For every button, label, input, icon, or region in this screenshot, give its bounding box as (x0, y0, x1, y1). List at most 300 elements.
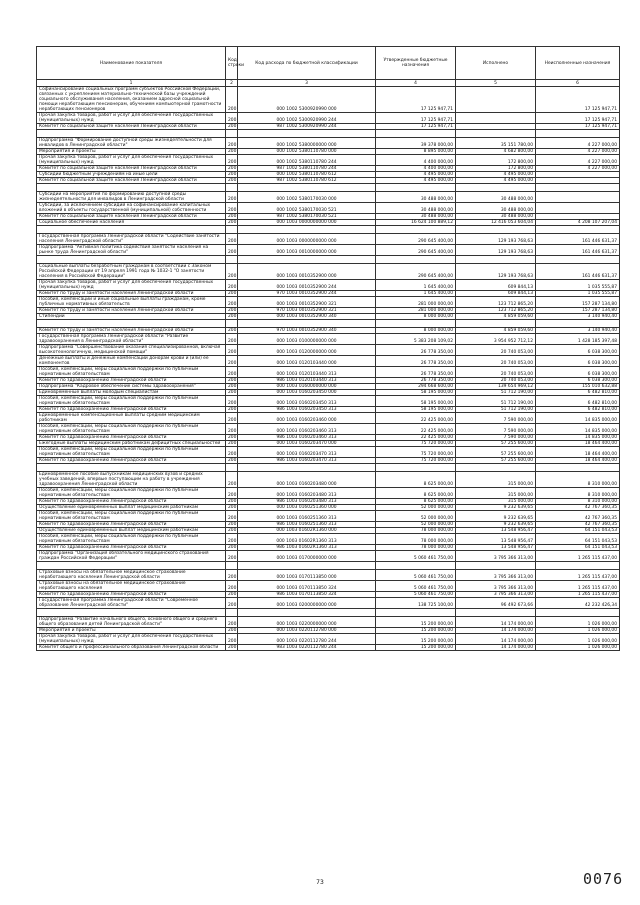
row-code: 200 (226, 214, 238, 220)
row-unexecuted: 6 038 300,00 (536, 345, 620, 356)
row-executed: 129 193 768,63 (456, 234, 536, 245)
row-approved: 17 125 947,71 (376, 124, 456, 130)
row-name: Пособия, компенсации, меры социальной поддержки по публичным нормативным обязательствам (37, 447, 226, 458)
row-approved: 8 625 000,00 (376, 472, 456, 488)
table-row (37, 214, 620, 220)
row-executed: 129 193 768,63 (456, 245, 536, 256)
row-kbk: 000 1003 0170113850 324 (238, 581, 376, 592)
header-code: Код строки (226, 47, 238, 80)
row-unexecuted: 4 227 000,00 (536, 155, 620, 166)
row-kbk: 986 1003 0120103440 313 (238, 378, 376, 384)
row-executed: 129 193 768,63 (456, 264, 536, 280)
row-approved (376, 226, 456, 234)
row-approved: 1 645 400,00 (376, 291, 456, 297)
row-kbk: 000 1003 0120000000 000 (238, 345, 376, 356)
row-kbk: 000 1003 0160251360 313 (238, 511, 376, 522)
row-kbk: 986 1003 0160203480 313 (238, 499, 376, 505)
row-unexecuted: 8 310 000,00 (536, 488, 620, 499)
row-approved (376, 130, 456, 138)
row-code: 200 (226, 645, 238, 651)
row-unexecuted (536, 320, 620, 328)
table-row (37, 367, 620, 378)
row-executed: 315 000,00 (456, 488, 536, 499)
row-name: Комитет по социальной защите населения Ленинградской области (37, 166, 226, 172)
row-name: Подпрограмма "Кадровое обеспечение системы здравоохранения" (37, 384, 226, 390)
row-unexecuted: 6 482 810,00 (536, 407, 620, 413)
row-kbk (238, 609, 376, 617)
row-unexecuted: 1 265 115 437,00 (536, 570, 620, 581)
row-code: 200 (226, 124, 238, 130)
row-approved: 8 000 000,00 (376, 328, 456, 334)
row-unexecuted: 1 026 000,00 (536, 645, 620, 651)
table-row (37, 378, 620, 384)
row-approved (376, 609, 456, 617)
row-kbk: 000 1003 0160251360 000 (238, 505, 376, 511)
row-executed: 9 232 639,65 (456, 511, 536, 522)
row-name: Комитет по здравоохранению Ленинградской области (37, 499, 226, 505)
row-code: 200 (226, 581, 238, 592)
row-code: 200 (226, 172, 238, 178)
row-name: Государственная программа Ленинградской области "Развитие здравоохранения в Ленинградской области" (37, 334, 226, 345)
row-code: 200 (226, 488, 238, 499)
table-row (37, 384, 620, 390)
row-name: Субсидии бюджетным учреждениям на иные цели (37, 172, 226, 178)
row-code: 200 (226, 113, 238, 124)
row-executed: 96 492 673,66 (456, 598, 536, 609)
row-approved: 30 488 000,00 (376, 203, 456, 214)
row-code (226, 464, 238, 472)
row-name: Подпрограмма "Совершенствование оказания специализированной, включая высокотехнологичную, медицинской помощи" (37, 345, 226, 356)
row-kbk: 000 1003 0200000000 000 (238, 598, 376, 609)
row-name: Подпрограмма "Формирование доступной среды жизнедеятельности для инвалидов в Ленинградской области" (37, 138, 226, 149)
row-code: 200 (226, 328, 238, 334)
row-executed (456, 87, 536, 113)
row-kbk: 000 1002 5380110780 244 (238, 155, 376, 166)
row-unexecuted: 18 464 400,00 (536, 441, 620, 447)
row-code: 200 (226, 458, 238, 464)
row-kbk: 000 1003 0010352900 321 (238, 297, 376, 308)
row-name: Единовременные компенсационные выплаты средним медицинским работникам (37, 413, 226, 424)
row-name: Прочая закупка товаров, работ и услуг для обеспечения государственных (муниципальных) нужд (37, 634, 226, 645)
row-approved: 138 725 100,00 (376, 598, 456, 609)
row-name: Пособия, компенсации, меры социальной поддержки по публичным нормативным обязательствам (37, 534, 226, 545)
row-executed: 30 488 000,00 (456, 214, 536, 220)
row-code: 200 (226, 297, 238, 308)
row-code: 200 (226, 356, 238, 367)
row-kbk: 000 1003 0010352900 000 (238, 264, 376, 280)
row-executed (456, 609, 536, 617)
row-code: 200 (226, 407, 238, 413)
table-row (37, 113, 620, 124)
column-number: 2 (226, 80, 238, 87)
row-executed: 3 795 366 313,00 (456, 581, 536, 592)
row-name: Осуществление единовременных выплат медицинским работникам (37, 528, 226, 534)
table-row (37, 184, 620, 192)
row-approved: 290 645 400,00 (376, 245, 456, 256)
row-name: Прочая закупка товаров, работ и услуг для обеспечения государственных (муниципальных) нужд (37, 280, 226, 291)
row-approved: 5 060 461 750,00 (376, 592, 456, 598)
row-unexecuted: 1 026 000,00 (536, 617, 620, 628)
row-approved: 290 645 400,00 (376, 264, 456, 280)
row-approved (376, 256, 456, 264)
table-row (37, 256, 620, 264)
row-executed: 3 795 366 313,00 (456, 570, 536, 581)
row-kbk: 000 1002 5380110780 612 (238, 172, 376, 178)
row-name: Комитет по социальной защите населения Ленинградской области (37, 178, 226, 184)
row-name: Комитет по здравоохранению Ленинградской области (37, 458, 226, 464)
row-unexecuted: 6 482 810,00 (536, 390, 620, 396)
row-code (226, 562, 238, 570)
row-executed: 7 590 000,00 (456, 435, 536, 441)
row-approved: 26 778 350,00 (376, 378, 456, 384)
row-unexecuted (536, 609, 620, 617)
row-code: 200 (226, 505, 238, 511)
row-name: Софинансирование социальных программ субъектов Российской Федерации, связанных с укреплением материально-технической базы учреждений социального обслуживания населения, оказанием адресной социальной помощи неработающим пенсионерам, обучением компьютерной грамотности неработающих пенсионеров (37, 87, 226, 113)
row-code (226, 256, 238, 264)
row-executed: 7 590 000,00 (456, 424, 536, 435)
row-kbk: 000 1003 0220000000 000 (238, 617, 376, 628)
table-row (37, 280, 620, 291)
row-unexecuted: 6 038 300,00 (536, 378, 620, 384)
row-executed: 123 712 865,20 (456, 308, 536, 314)
row-executed: 30 488 000,00 (456, 192, 536, 203)
table-row (37, 522, 620, 528)
row-unexecuted: 3 140 940,40 (536, 328, 620, 334)
row-approved: 15 200 000,00 (376, 628, 456, 634)
column-number: 6 (536, 80, 620, 87)
row-kbk: 000 1003 0220112780 244 (238, 634, 376, 645)
table-row (37, 172, 620, 178)
row-kbk: 987 1002 5380170030 521 (238, 214, 376, 220)
header-name: Наименование показателя (37, 47, 226, 80)
row-name: Государственная программа Ленинградской области "Содействие занятости населения Ленинградской области" (37, 234, 226, 245)
table-row (37, 234, 620, 245)
row-unexecuted: 42 232 426,34 (536, 598, 620, 609)
row-unexecuted (536, 226, 620, 234)
table-row (37, 645, 620, 651)
row-approved: 22 425 000,00 (376, 435, 456, 441)
row-name: Субсидии на мероприятия по формированию доступной среды жизнедеятельности для инвалидов в Ленинградской области (37, 192, 226, 203)
row-approved: 75 720 000,00 (376, 447, 456, 458)
row-kbk: 000 1003 0010000000 000 (238, 245, 376, 256)
row-unexecuted: 14 835 000,00 (536, 435, 620, 441)
table-row (37, 308, 620, 314)
row-name (37, 562, 226, 570)
row-unexecuted: 17 125 947,71 (536, 87, 620, 113)
row-unexecuted: 6 482 810,00 (536, 396, 620, 407)
column-number: 4 (376, 80, 456, 87)
row-kbk: 000 1003 0160203450 000 (238, 390, 376, 396)
table-row (37, 178, 620, 184)
row-name (37, 464, 226, 472)
row-unexecuted: 8 310 000,00 (536, 472, 620, 488)
row-executed: 3 795 366 313,00 (456, 592, 536, 598)
row-executed: 51 712 190,00 (456, 390, 536, 396)
table-row (37, 617, 620, 628)
row-code: 200 (226, 308, 238, 314)
row-approved: 17 125 947,71 (376, 87, 456, 113)
table-row (37, 458, 620, 464)
row-name: Осуществление единовременных выплат медицинским работникам (37, 505, 226, 511)
table-body (37, 87, 620, 651)
row-code: 200 (226, 424, 238, 435)
row-unexecuted: 1 035 555,87 (536, 280, 620, 291)
row-kbk: 000 1003 0160000000 000 (238, 384, 376, 390)
table-row (37, 424, 620, 435)
table-row (37, 220, 620, 226)
row-executed: 609 844,13 (456, 280, 536, 291)
row-approved: 52 000 000,00 (376, 511, 456, 522)
row-kbk: 000 1002 5300920990 244 (238, 113, 376, 124)
row-code: 200 (226, 345, 238, 356)
row-approved: 30 488 000,00 (376, 192, 456, 203)
row-name (37, 256, 226, 264)
row-name: Комитет по труду и занятости населения Ленинградской области (37, 291, 226, 297)
row-code: 200 (226, 138, 238, 149)
row-kbk (238, 320, 376, 328)
row-code: 200 (226, 280, 238, 291)
row-unexecuted: 8 310 000,00 (536, 499, 620, 505)
column-number: 1 (37, 80, 226, 87)
row-code: 200 (226, 528, 238, 534)
row-name (37, 320, 226, 328)
row-name: Пособия, компенсации и иные социальные выплаты гражданам, кроме публичных нормативных обязательств (37, 297, 226, 308)
row-executed: 13 548 956,47 (456, 534, 536, 545)
row-name (37, 184, 226, 192)
row-code (226, 226, 238, 234)
row-executed: 9 232 639,65 (456, 522, 536, 528)
row-kbk: 000 1003 0160203470 000 (238, 441, 376, 447)
page-number: 73 (316, 879, 324, 886)
row-kbk: 000 1002 5300920990 000 (238, 87, 376, 113)
row-code: 200 (226, 291, 238, 297)
row-unexecuted: 42 767 360,35 (536, 522, 620, 528)
table-row (37, 203, 620, 214)
row-executed: 14 174 000,00 (456, 628, 536, 634)
row-approved: 5 060 461 750,00 (376, 570, 456, 581)
row-name (37, 609, 226, 617)
row-code (226, 320, 238, 328)
row-kbk: 000 1003 0010352900 244 (238, 280, 376, 291)
row-unexecuted: 1 026 000,00 (536, 628, 620, 634)
table-row (37, 407, 620, 413)
row-approved: 52 000 000,00 (376, 522, 456, 528)
row-executed: 7 590 000,00 (456, 413, 536, 424)
row-unexecuted (536, 203, 620, 214)
row-code: 200 (226, 545, 238, 551)
row-name: Подпрограмма "Организация обязательного медицинского страхования граждан Российской Федерации" (37, 551, 226, 562)
row-kbk: 986 1003 0160203460 313 (238, 435, 376, 441)
row-kbk: 987 1002 5380110780 612 (238, 178, 376, 184)
row-name: Государственная программа Ленинградской области "Современное образование Ленинградской области" (37, 598, 226, 609)
row-approved: 8 895 000,00 (376, 149, 456, 155)
table-row (37, 551, 620, 562)
table-row (37, 356, 620, 367)
row-approved: 78 000 000,00 (376, 534, 456, 545)
row-executed: 12 416 053 604,04 (456, 220, 536, 226)
row-kbk: 987 1002 5380110780 244 (238, 166, 376, 172)
row-executed: 20 740 053,00 (456, 378, 536, 384)
table-row (37, 291, 620, 297)
table-row (37, 396, 620, 407)
table-row (37, 264, 620, 280)
row-unexecuted: 1 428 185 397,48 (536, 334, 620, 345)
row-kbk: 000 1003 0160203470 313 (238, 447, 376, 458)
row-kbk: 000 1003 0120103440 000 (238, 356, 376, 367)
row-executed: 35 151 780,00 (456, 138, 536, 149)
table-row (37, 328, 620, 334)
row-approved: 8 000 000,00 (376, 314, 456, 320)
row-executed: 4 495 000,00 (456, 178, 536, 184)
row-name: Страховые взносы на обязательное медицинское страхование неработающего населения (37, 581, 226, 592)
row-unexecuted (536, 256, 620, 264)
row-executed: 4 859 059,60 (456, 328, 536, 334)
table-row (37, 609, 620, 617)
row-unexecuted: 1 265 115 437,00 (536, 592, 620, 598)
row-unexecuted: 64 151 043,53 (536, 528, 620, 534)
row-approved: 4 495 000,00 (376, 178, 456, 184)
row-kbk: 000 1003 0160203450 313 (238, 396, 376, 407)
row-approved: 26 778 350,00 (376, 345, 456, 356)
row-name: Мероприятия и проекты (37, 149, 226, 155)
row-name: Комитет по здравоохранению Ленинградской области (37, 592, 226, 598)
row-code: 200 (226, 234, 238, 245)
table-header-row (37, 47, 620, 80)
row-code: 200 (226, 634, 238, 645)
row-unexecuted: 14 835 000,00 (536, 424, 620, 435)
row-code: 200 (226, 472, 238, 488)
row-kbk: 000 1002 5380110780 000 (238, 149, 376, 155)
row-kbk: 000 1002 5380170030 521 (238, 203, 376, 214)
row-executed: 57 255 600,00 (456, 447, 536, 458)
table-row (37, 130, 620, 138)
row-code: 200 (226, 592, 238, 598)
row-name: Пособия, компенсации, меры социальной поддержки по публичным нормативным обязательствам (37, 511, 226, 522)
row-executed: 14 174 000,00 (456, 634, 536, 645)
row-kbk (238, 226, 376, 234)
row-approved: 5 383 208 109,02 (376, 334, 456, 345)
row-kbk (238, 184, 376, 192)
row-unexecuted (536, 562, 620, 570)
row-code: 200 (226, 155, 238, 166)
row-kbk (238, 130, 376, 138)
row-approved: 4 400 000,00 (376, 166, 456, 172)
header-unexecuted: Неисполненные назначения (536, 47, 620, 80)
row-executed (456, 184, 536, 192)
row-kbk: 986 1003 0160203470 313 (238, 458, 376, 464)
row-code: 200 (226, 334, 238, 345)
row-kbk: 000 1003 0220112780 000 (238, 628, 376, 634)
row-unexecuted: 1 265 115 437,00 (536, 581, 620, 592)
row-executed: 3 795 366 313,00 (456, 551, 536, 562)
row-executed: 14 174 000,00 (456, 645, 536, 651)
row-approved: 22 425 000,00 (376, 424, 456, 435)
row-code: 200 (226, 384, 238, 390)
row-code: 200 (226, 220, 238, 226)
table-row (37, 413, 620, 424)
row-approved: 290 645 400,00 (376, 234, 456, 245)
row-approved: 5 060 461 750,00 (376, 581, 456, 592)
table-row (37, 441, 620, 447)
row-code: 200 (226, 245, 238, 256)
row-code: 200 (226, 149, 238, 155)
row-name: Комитет по труду и занятости населения Ленинградской области (37, 328, 226, 334)
row-approved: 281 000 000,00 (376, 297, 456, 308)
row-code: 200 (226, 534, 238, 545)
row-name: Пособия, компенсации, меры социальной поддержки по публичным нормативным обязательствам (37, 488, 226, 499)
row-code: 200 (226, 570, 238, 581)
row-executed: 4 495 000,00 (456, 172, 536, 178)
row-kbk: 000 1003 0100000000 000 (238, 334, 376, 345)
row-approved: 78 000 000,00 (376, 545, 456, 551)
row-name: Социальные выплаты безработным гражданам в соответствии с Законом Российской Федерации от 19 апреля 1991 года № 1032-1 "О занятости населения в Российской Федерации" (37, 264, 226, 280)
row-unexecuted (536, 184, 620, 192)
row-name: Комитет по здравоохранению Ленинградской области (37, 378, 226, 384)
row-code: 200 (226, 499, 238, 505)
row-unexecuted: 6 038 300,00 (536, 356, 620, 367)
row-executed (456, 464, 536, 472)
row-approved (376, 562, 456, 570)
row-name: Субсидии, за исключением субсидий на софинансирование капитальных вложений в объекты государственной (муниципальной) собственности (37, 203, 226, 214)
header-executed: Исполнено (456, 47, 536, 80)
row-kbk: 000 1003 01602R1360 000 (238, 528, 376, 534)
row-kbk: 986 1003 0170113850 324 (238, 592, 376, 598)
row-unexecuted: 161 446 631,37 (536, 264, 620, 280)
row-unexecuted: 157 287 134,80 (536, 297, 620, 308)
row-name: Комитет по социальной защите населения Ленинградской области (37, 214, 226, 220)
row-executed (456, 320, 536, 328)
row-kbk: 000 1002 5380000000 000 (238, 138, 376, 149)
row-code: 200 (226, 367, 238, 378)
table-row (37, 320, 620, 328)
row-kbk: 970 1003 0010352900 321 (238, 308, 376, 314)
column-number-row (37, 80, 620, 87)
row-executed: 3 954 952 712,12 (456, 334, 536, 345)
row-executed (456, 562, 536, 570)
row-approved: 17 125 947,71 (376, 113, 456, 124)
row-unexecuted: 14 835 000,00 (536, 413, 620, 424)
row-code: 200 (226, 413, 238, 424)
row-kbk: 000 1002 5380170030 000 (238, 192, 376, 203)
row-kbk (238, 562, 376, 570)
row-approved: 16 624 100 889,12 (376, 220, 456, 226)
row-approved (376, 320, 456, 328)
row-approved: 58 195 000,00 (376, 390, 456, 396)
row-unexecuted (536, 130, 620, 138)
row-executed: 172 800,00 (456, 166, 536, 172)
row-kbk: 983 1003 0220112780 244 (238, 645, 376, 651)
row-name: Денежные выплаты и денежные компенсации донорам крови и (или) ее компонентов (37, 356, 226, 367)
row-unexecuted: 4 227 000,00 (536, 149, 620, 155)
row-kbk: 986 1003 01602R1360 313 (238, 545, 376, 551)
row-approved: 15 200 000,00 (376, 645, 456, 651)
row-approved: 58 195 000,00 (376, 407, 456, 413)
row-approved: 1 645 400,00 (376, 280, 456, 291)
row-approved: 78 000 000,00 (376, 528, 456, 534)
row-kbk: 970 1003 0010352900 244 (238, 291, 376, 297)
row-kbk: 000 1003 0160203460 000 (238, 413, 376, 424)
row-unexecuted (536, 464, 620, 472)
row-approved: 52 000 000,00 (376, 505, 456, 511)
row-unexecuted: 157 287 134,80 (536, 308, 620, 314)
table-row (37, 447, 620, 458)
row-executed: 30 488 000,00 (456, 203, 536, 214)
row-unexecuted: 17 125 947,71 (536, 124, 620, 130)
row-name: Комитет по здравоохранению Ленинградской области (37, 407, 226, 413)
row-unexecuted: 1 265 115 437,00 (536, 551, 620, 562)
row-code: 200 (226, 264, 238, 280)
row-code: 200 (226, 390, 238, 396)
